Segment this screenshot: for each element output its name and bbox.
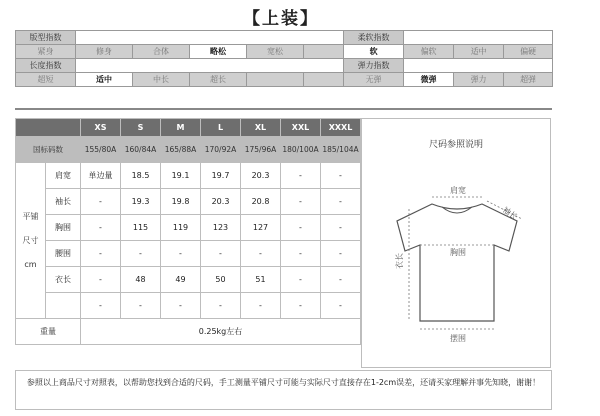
fit-option: 紧身 (16, 45, 76, 59)
size-header: XXL (281, 119, 321, 137)
section-divider (15, 108, 552, 110)
fit-option: 宽松 (247, 45, 304, 59)
soft-option: 偏硬 (504, 45, 553, 59)
fit-option: 修身 (76, 45, 133, 59)
row-label: 胸围 (46, 215, 81, 241)
length-option-selected: 适中 (76, 73, 133, 87)
shoulder-label: 肩宽 (450, 186, 466, 195)
gb-size: 170/92A (201, 137, 241, 163)
weight-label: 重量 (16, 319, 81, 345)
size-chart-table: XS S M L XL XXL XXXL 国标码数 155/80A 160/84A 165/88A 170/92A 175/96A 180/100A 185/104A 平铺 尺寸 cm 肩宽 单边量 18.5 19.1 19.7 20.3 - - 袖长 - 19.3 19.8 20.3 20.8 - - 胸围 - 115 119 123 127 - - 腰围 - - - - - - - 衣长 - 48 49 50 51 - - - - - - - - - 重量 0.25kg左右 (15, 118, 361, 345)
size-header: XS (81, 119, 121, 137)
gb-size: 155/80A (81, 137, 121, 163)
soft-option: 适中 (454, 45, 504, 59)
gb-label: 国标码数 (16, 137, 81, 163)
row-label: 衣长 (46, 267, 81, 293)
size-header: L (201, 119, 241, 137)
length-label: 衣长 (395, 253, 404, 269)
stretch-option: 弹力 (454, 73, 504, 87)
stretch-index-label: 弹力指数 (344, 59, 404, 73)
stretch-option: 无弹 (344, 73, 404, 87)
soft-index-label: 柔软指数 (344, 31, 404, 45)
reference-title: 尺码参照说明 (428, 140, 483, 150)
length-option: 中长 (133, 73, 190, 87)
stretch-option-selected: 微弹 (404, 73, 454, 87)
fit-option-selected: 略松 (190, 45, 247, 59)
page-title: 【上装】 (243, 9, 319, 29)
size-header: M (161, 119, 201, 137)
size-header: S (121, 119, 161, 137)
soft-option: 偏软 (404, 45, 454, 59)
fit-index-label: 版型指数 (16, 31, 76, 45)
gb-size: 165/88A (161, 137, 201, 163)
index-table (15, 30, 553, 87)
size-reference-panel (361, 118, 551, 368)
fit-option: 合体 (133, 45, 190, 59)
hem-label: 摆围 (450, 334, 466, 343)
tshirt-outline (397, 204, 517, 321)
size-header: XXXL (321, 119, 361, 137)
measure-group-label: 平铺 尺寸 cm (16, 163, 46, 319)
row-label: 腰围 (46, 241, 81, 267)
gb-size: 160/84A (121, 137, 161, 163)
length-option: 超短 (16, 73, 76, 87)
gb-size: 175/96A (241, 137, 281, 163)
gb-size: 185/104A (321, 137, 361, 163)
row-label (46, 293, 81, 319)
tshirt-diagram (362, 169, 552, 359)
chest-label: 胸围 (450, 248, 466, 257)
gb-size: 180/100A (281, 137, 321, 163)
measurement-note: 参照以上商品尺寸对照表，以帮助您找到合适的尺码，手工测量平铺尺寸可能与实际尺寸直接存在1-2cm误差，还请买家理解并事先知晓，谢谢！ (15, 370, 552, 410)
row-label: 袖长 (46, 189, 81, 215)
sleeve-label: 袖长 (500, 205, 520, 222)
stretch-option: 超弹 (504, 73, 553, 87)
length-option: 超长 (190, 73, 247, 87)
length-index-label: 长度指数 (16, 59, 76, 73)
soft-option-selected: 软 (344, 45, 404, 59)
weight-value: 0.25kg左右 (81, 319, 361, 345)
size-header: XL (241, 119, 281, 137)
row-label: 肩宽 (46, 163, 81, 189)
